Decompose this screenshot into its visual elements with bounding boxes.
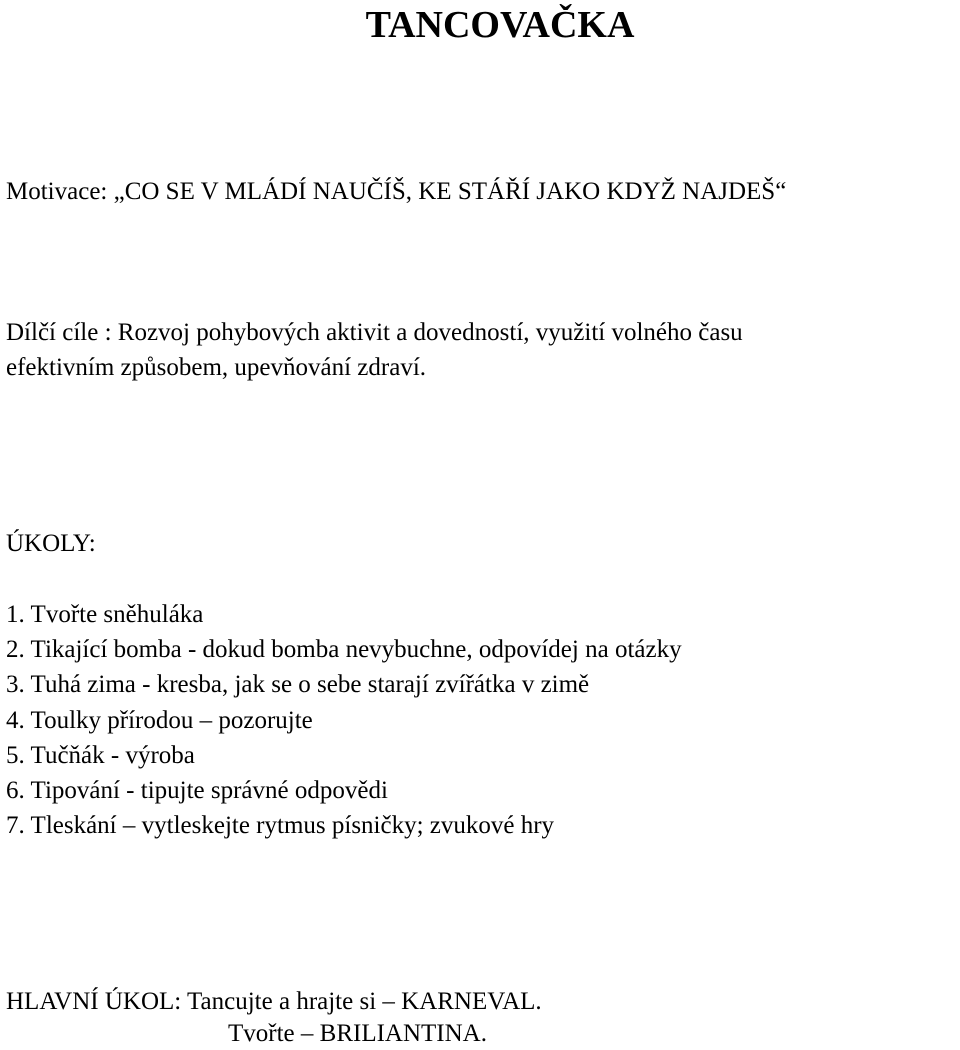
list-item: 7. Tleskání – vytleskejte rytmus písničky; zvukové hry [6, 812, 555, 840]
dilci-cile-line-1: Dílčí cíle : Rozvoj pohybových aktivit a dovedností, využití volného času [6, 319, 743, 346]
list-item: 5. Tučňák - výroba [6, 741, 195, 769]
hlavni-ukol-line-2: Tvořte – BRILIANTINA. [228, 1020, 487, 1047]
page-title: TANCOVAČKA [365, 4, 635, 46]
motivace-line: Motivace: „CO SE V MLÁDÍ NAUČÍŠ, KE STÁŘÍ JAKO KDYŽ NAJDEŠ“ [6, 178, 787, 205]
ukoly-heading: ÚKOLY: [6, 530, 96, 557]
task-list [6, 597, 682, 843]
list-item: 1. Tvořte sněhuláka [6, 601, 204, 628]
hlavni-ukol-line-1: HLAVNÍ ÚKOL: Tancujte a hrajte si – KARNEVAL. [6, 988, 542, 1015]
list-item: 4. Toulky přírodou – pozorujte [6, 706, 313, 734]
list-item: 3. Tuhá zima - kresba, jak se o sebe starají zvířátka v zimě [6, 671, 590, 699]
list-item: 6. Tipování - tipujte správné odpovědi [6, 777, 388, 805]
dilci-cile-line-2: efektivním způsobem, upevňování zdraví. [6, 354, 427, 381]
list-item: 2. Tikající bomba - dokud bomba nevybuchne, odpovídej na otázky [6, 636, 682, 664]
